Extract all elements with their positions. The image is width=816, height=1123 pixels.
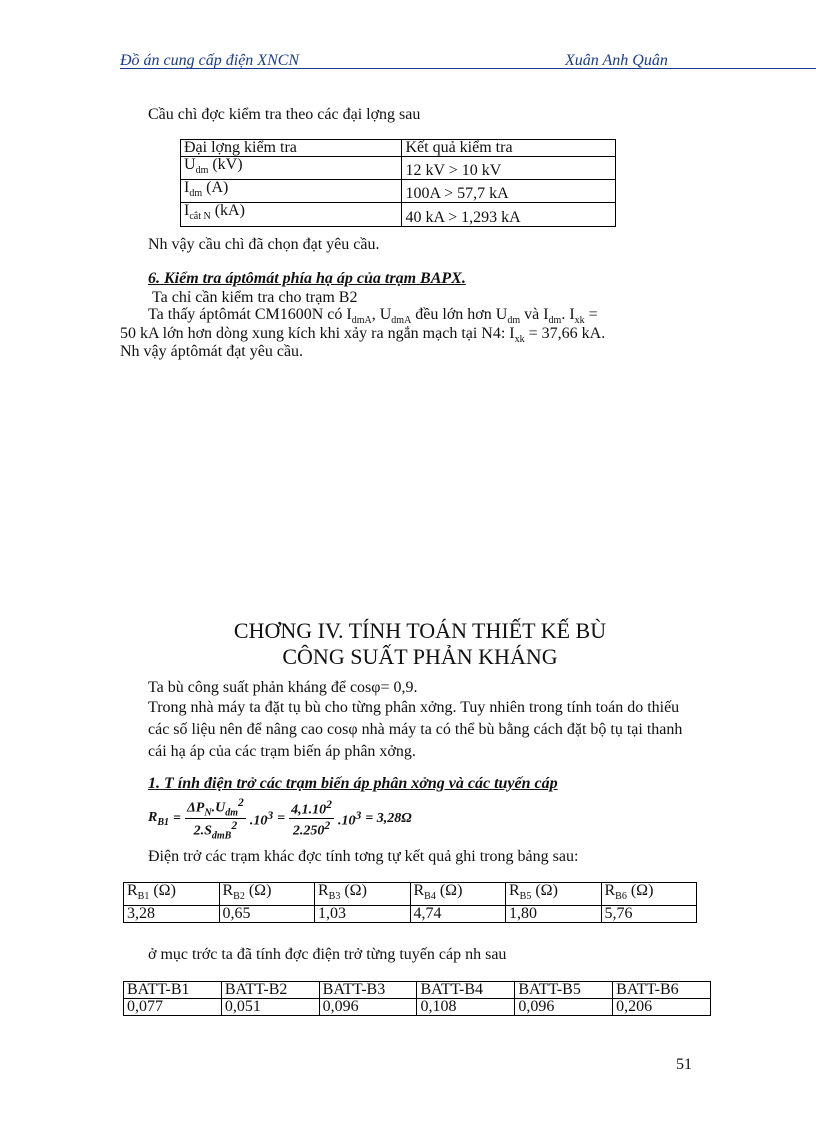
table-cell: 4,74 — [410, 906, 506, 923]
table-cell: 0,65 — [219, 906, 315, 923]
section-6-line: Ta thấy áptômát CM1600N có $I_{dmA}$, $U_{dmA}$ đều lớn hơn $U_{dm}$ và $I_{dm}$. $I_{xk}$ = — [148, 306, 598, 327]
intro-line: Ta bù công suất phản kháng để cosφ= 0,9. — [148, 679, 418, 696]
table-cell: 12 kV > 10 kV — [402, 157, 616, 180]
table-header-cell: $R_{B5}$ (Ω) — [506, 883, 602, 906]
table-row — [124, 906, 697, 923]
page-number: 51 — [676, 1056, 692, 1073]
header-author: Xuân Anh Quân — [565, 52, 668, 69]
cable-intro: ở mục trớc ta đã tính đợc điện trở từng tuyến cáp nh sau — [148, 946, 507, 963]
section-6-line: Ta chỉ cần kiểm tra cho trạm B2 — [152, 289, 358, 306]
table-header-cell: BATT-B6 — [613, 982, 711, 999]
chapter-title — [120, 618, 720, 670]
section-6-line: 50 kA lớn hơn dòng xung kích khi xảy ra ngắn mạch tại N4: $I_{xk} = 37,66$ kA. — [120, 325, 606, 346]
table-header-row — [124, 883, 697, 906]
section-6-heading: 6. Kiểm tra áptômát phía hạ áp của trạm BAPX. — [148, 270, 466, 287]
table-cell: 0,096 — [319, 999, 417, 1016]
chapter-title-line: CÔNG SUẤT PHẢN KHÁNG — [282, 644, 558, 669]
table-header-cell: Đại lợng kiểm tra — [181, 140, 402, 157]
fuse-check-table — [180, 139, 616, 227]
table-cell: 5,76 — [601, 906, 697, 923]
table-cell: 0,077 — [124, 999, 222, 1016]
table-cell: 3,28 — [124, 906, 220, 923]
table-cell: 1,03 — [315, 906, 411, 923]
fuse-conclusion: Nh vậy cầu chì đã chọn đạt yêu cầu. — [148, 236, 380, 253]
table-cell: 100A > 57,7 kA — [402, 180, 616, 203]
table-cell: 40 kA > 1,293 kA — [402, 203, 616, 226]
table-cell: 0,108 — [417, 999, 515, 1016]
table-header-cell: $R_{B4}$ (Ω) — [410, 883, 506, 906]
table-header-cell: $R_{B1}$ (Ω) — [124, 883, 220, 906]
intro-paragraph: Trong nhà máy ta đặt tụ bù cho từng phân xởng. Tuy nhiên trong tính toán do thiếu các số liệu nên để nâng cao cosφ nhà máy ta có thể bù bằng cách đặt bộ tụ tại thanh cái hạ áp của các trạm biến áp phân xởng. — [148, 699, 683, 760]
table-row — [181, 203, 616, 226]
header-title: Đồ án cung cấp điện XNCN — [120, 52, 300, 69]
table-cell: $U_{dm}$ (kV) — [181, 157, 402, 180]
section-1-text: Điện trở các trạm khác đợc tính tơng tự kết quả ghi trong bảng sau: — [148, 848, 579, 865]
table-header-cell: BATT-B2 — [221, 982, 319, 999]
section-6-line: Nh vậy áptômát đạt yêu cầu. — [120, 343, 304, 360]
table-cell: 1,80 — [506, 906, 602, 923]
table-header-cell: BATT-B1 — [124, 982, 222, 999]
table-header-cell: $R_{B6}$ (Ω) — [601, 883, 697, 906]
table-header-cell: $R_{B2}$ (Ω) — [219, 883, 315, 906]
section-1-heading: 1. T ính điện trở các trạm biến áp phân xởng và các tuyến cáp — [148, 775, 558, 792]
header-divider — [120, 68, 816, 69]
table-header-cell: Kết quả kiểm tra — [402, 140, 616, 157]
table-row — [181, 180, 616, 203]
transformer-resistance-table — [123, 882, 697, 923]
table-cell: 0,096 — [515, 999, 613, 1016]
cable-resistance-table — [123, 981, 711, 1016]
table-cell: 0,051 — [221, 999, 319, 1016]
table-cell: $I_{dm}$ (A) — [181, 180, 402, 203]
table-row — [124, 999, 711, 1016]
table-header-cell: BATT-B3 — [319, 982, 417, 999]
chapter-title-line: CHƠNG IV. TÍNH TOÁN THIẾT KẾ BÙ — [233, 618, 607, 643]
table-row — [181, 157, 616, 180]
table-header-cell: $R_{B3}$ (Ω) — [315, 883, 411, 906]
table-header-row — [181, 140, 616, 157]
table-cell: 0,206 — [613, 999, 711, 1016]
resistance-formula: $R_{B1}$ = $\frac{\Delta P_N.U_{dm}^2}{2.S_{dmB}^2}$ $.10^3$ = $\frac{4,1.10^2}{2.250^2}$ $.10^3$ = 3,28Ω — [148, 796, 412, 842]
table-cell: $I_{cắt N}$ (kA) — [181, 203, 402, 226]
table-header-cell: BATT-B4 — [417, 982, 515, 999]
fuse-intro: Cầu chì đợc kiểm tra theo các đại lợng sau — [148, 106, 421, 123]
table-header-cell: BATT-B5 — [515, 982, 613, 999]
table-header-row — [124, 982, 711, 999]
